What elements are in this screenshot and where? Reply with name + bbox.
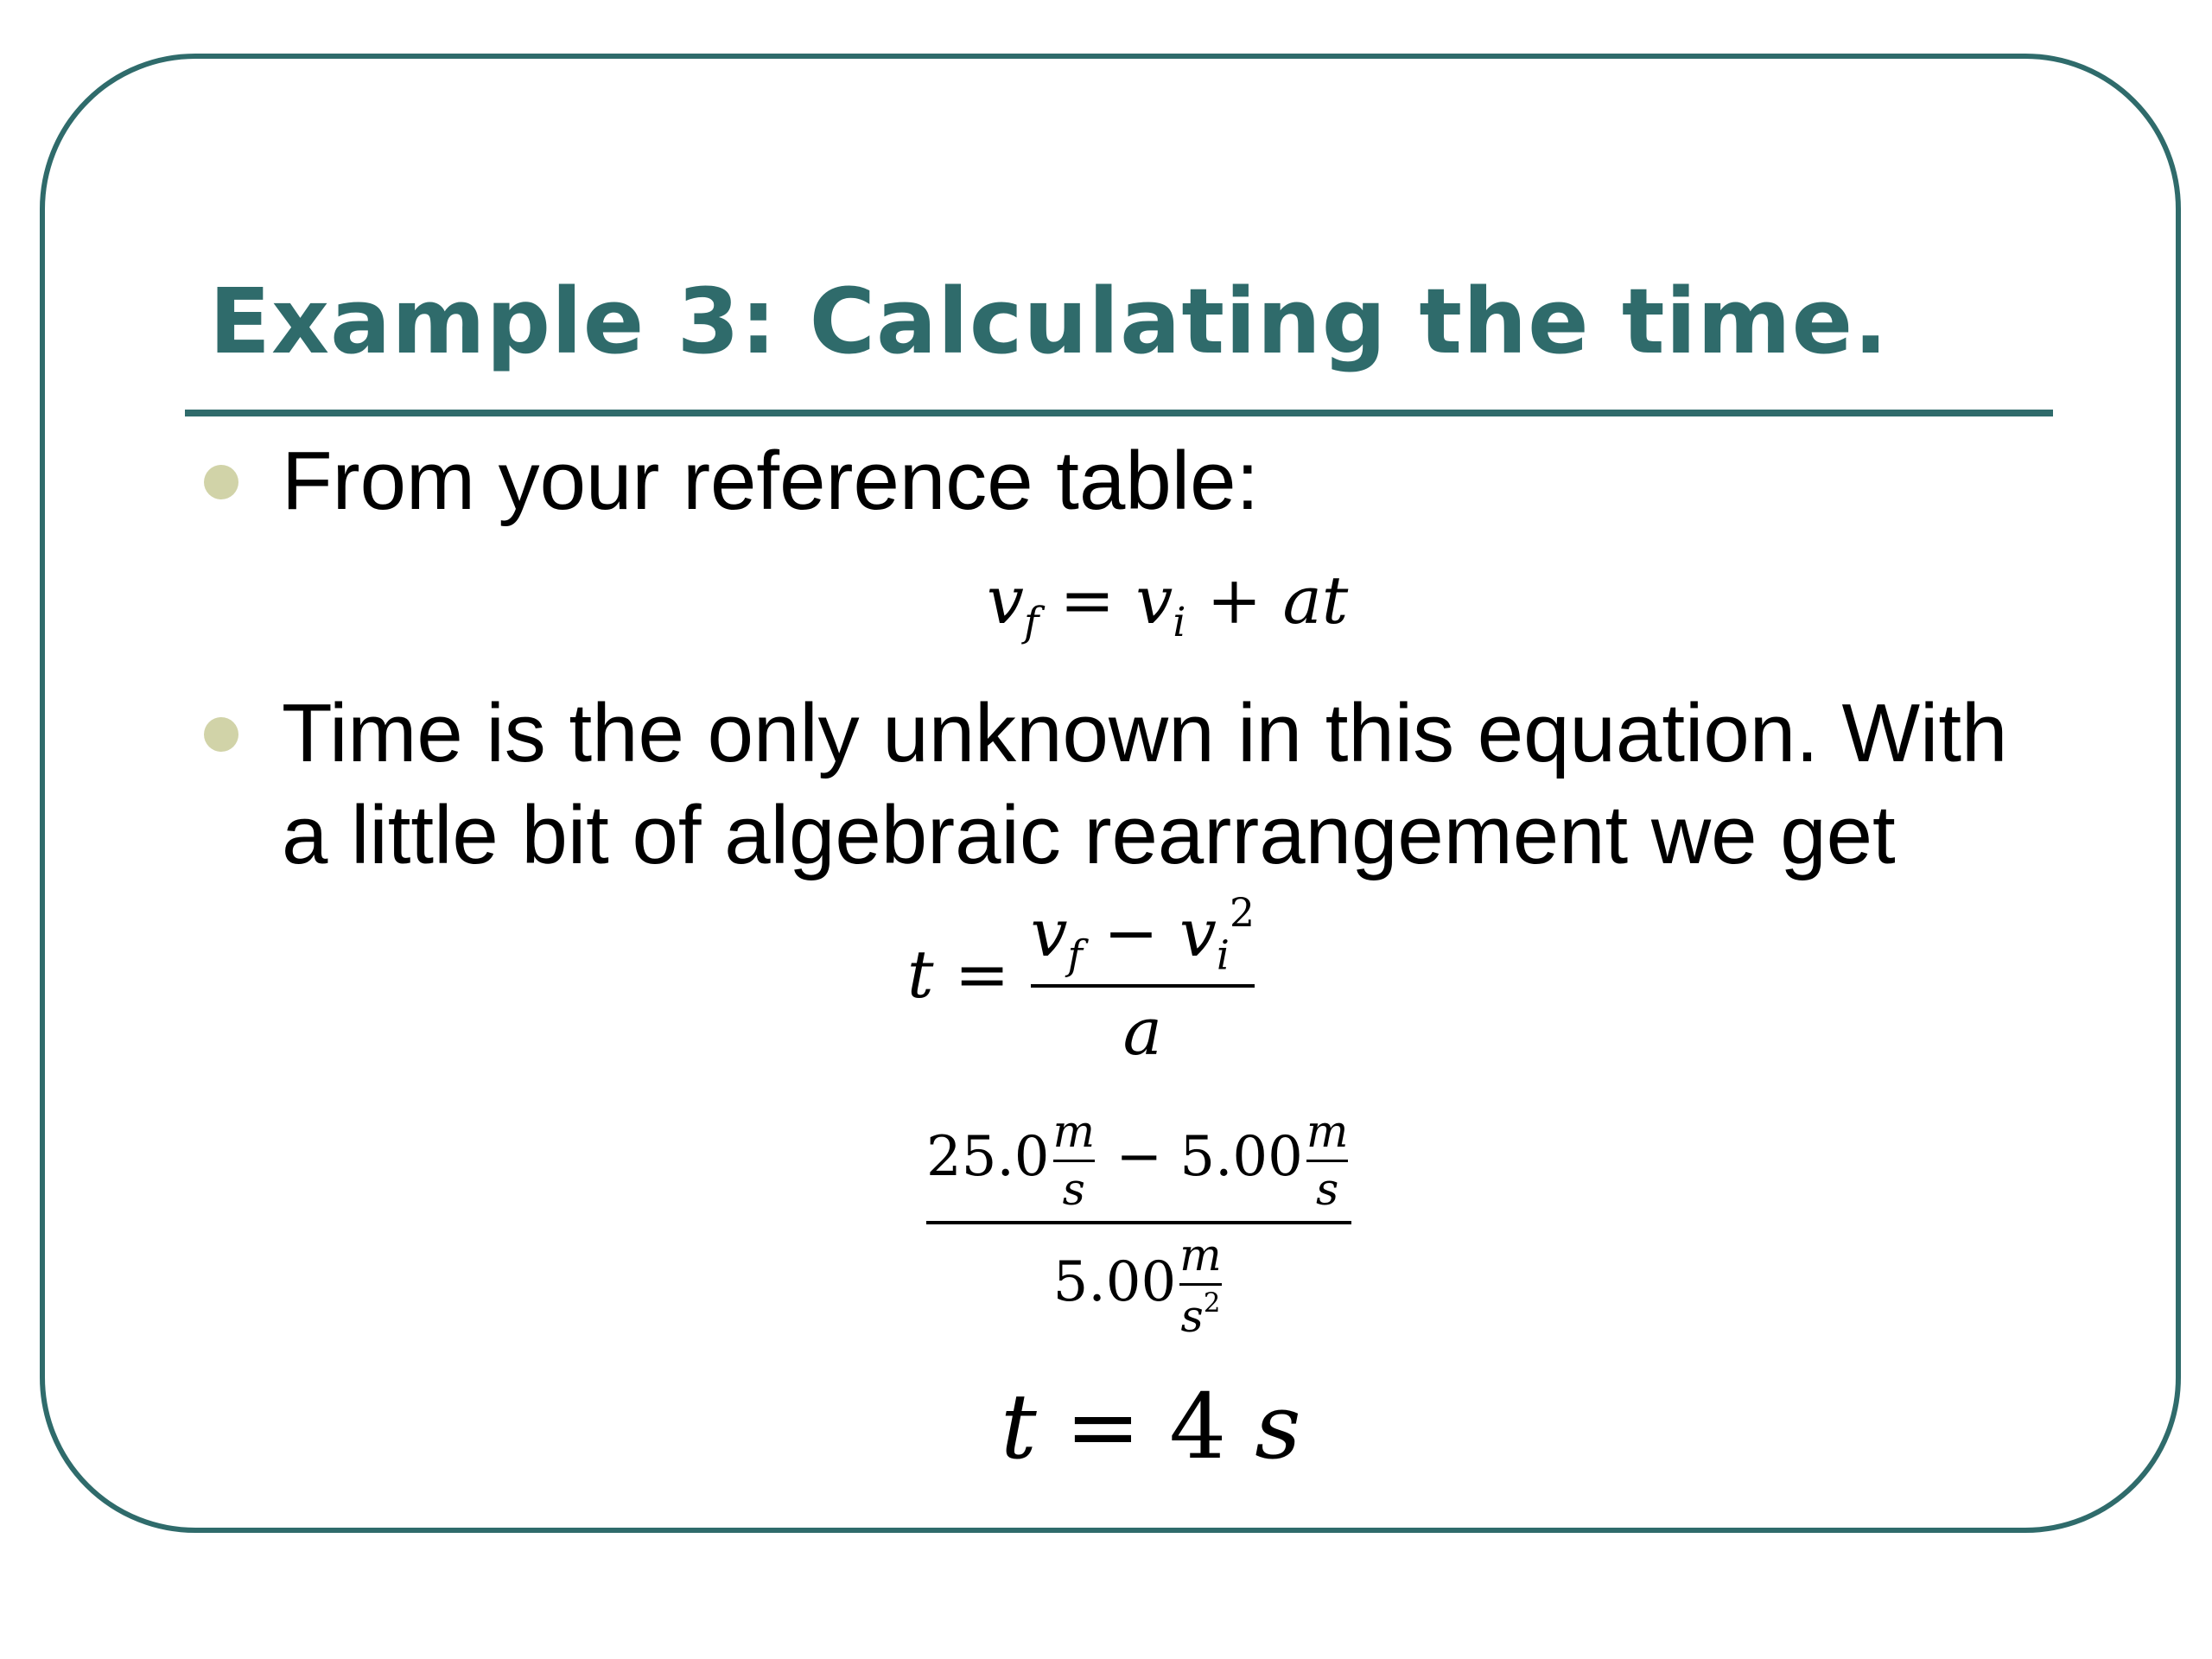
eq2-num-f-subscript: f: [1067, 931, 1083, 980]
eq3-fraction-bar: [926, 1221, 1351, 1224]
eq2-num-i-subscript: i: [1216, 931, 1230, 980]
eq4-value: 4: [1169, 1374, 1227, 1479]
eq3-unit-1-s: s: [1062, 1164, 1085, 1216]
eq3-unit-1-bar: [1053, 1160, 1096, 1162]
eq3-value-final: 25.0: [926, 1125, 1050, 1189]
eq3-denominator: [1053, 1230, 1225, 1343]
eq4-equals: =: [1065, 1374, 1141, 1479]
eq2-denominator: a: [1122, 993, 1162, 1071]
bullet-text-2-line-1: Time is the only unknown in this equation. With: [282, 687, 2008, 779]
eq3-unit-3-superscript: 2: [1203, 1287, 1221, 1319]
eq3-fraction: [926, 1106, 1351, 1343]
eq1-at: at: [1282, 562, 1349, 639]
eq3-unit-3-bar: [1179, 1283, 1222, 1286]
bullet-dot-2: [204, 717, 238, 752]
eq3-unit-3: [1179, 1230, 1222, 1343]
bullet-text-1: From your reference table:: [282, 435, 1260, 527]
eq2-fraction: [1031, 890, 1255, 1070]
eq3-unit-3-s: s: [1180, 1291, 1204, 1344]
eq2-num-v-initial: v: [1179, 894, 1217, 972]
eq2-num-superscript: 2: [1230, 890, 1255, 936]
eq3-unit-2-m: m: [1306, 1106, 1349, 1158]
eq1-equals: =: [1059, 562, 1116, 639]
bullet-text-2-line-2: a little bit of algebraic rearrangement we get: [282, 789, 1896, 881]
bullet-dot-1: [204, 465, 238, 499]
eq1-plus: +: [1206, 562, 1262, 639]
eq1-i-subscript: i: [1173, 599, 1186, 647]
eq3-unit-2: [1306, 1106, 1349, 1216]
eq4-unit: s: [1255, 1374, 1301, 1479]
slide-title: Example 3: Calculating the time.: [209, 269, 1889, 374]
equation-time-rearranged: [907, 890, 1255, 1070]
equation-substitution: [926, 1106, 1351, 1343]
eq3-value-initial: 5.00: [1179, 1125, 1303, 1189]
eq3-unit-3-m: m: [1179, 1230, 1222, 1281]
eq4-t: t: [1001, 1374, 1037, 1479]
eq3-unit-1: [1053, 1106, 1096, 1216]
eq2-minus: −: [1103, 894, 1159, 972]
eq2-equals: =: [954, 936, 1010, 1014]
equation-final-velocity: [987, 562, 1348, 646]
eq3-unit-2-bar: [1306, 1160, 1349, 1162]
bullet-text-2: [282, 683, 2007, 887]
eq1-v-initial: v: [1135, 562, 1173, 639]
eq2-t: t: [907, 936, 934, 1014]
eq3-value-acceleration: 5.00: [1052, 1250, 1177, 1315]
eq3-unit-2-s: s: [1315, 1164, 1339, 1216]
eq2-numerator: [1031, 890, 1255, 979]
title-underline: [185, 410, 2053, 416]
eq2-fraction-bar: [1031, 984, 1255, 988]
eq3-unit-3-s2: [1181, 1287, 1221, 1343]
eq1-v: v: [987, 562, 1024, 639]
eq1-f-subscript: f: [1023, 599, 1039, 647]
eq3-minus: −: [1116, 1125, 1163, 1189]
equation-result: [1001, 1374, 1301, 1479]
eq3-numerator: [926, 1106, 1351, 1216]
eq2-num-v: v: [1030, 894, 1068, 972]
eq3-unit-1-m: m: [1052, 1106, 1096, 1158]
